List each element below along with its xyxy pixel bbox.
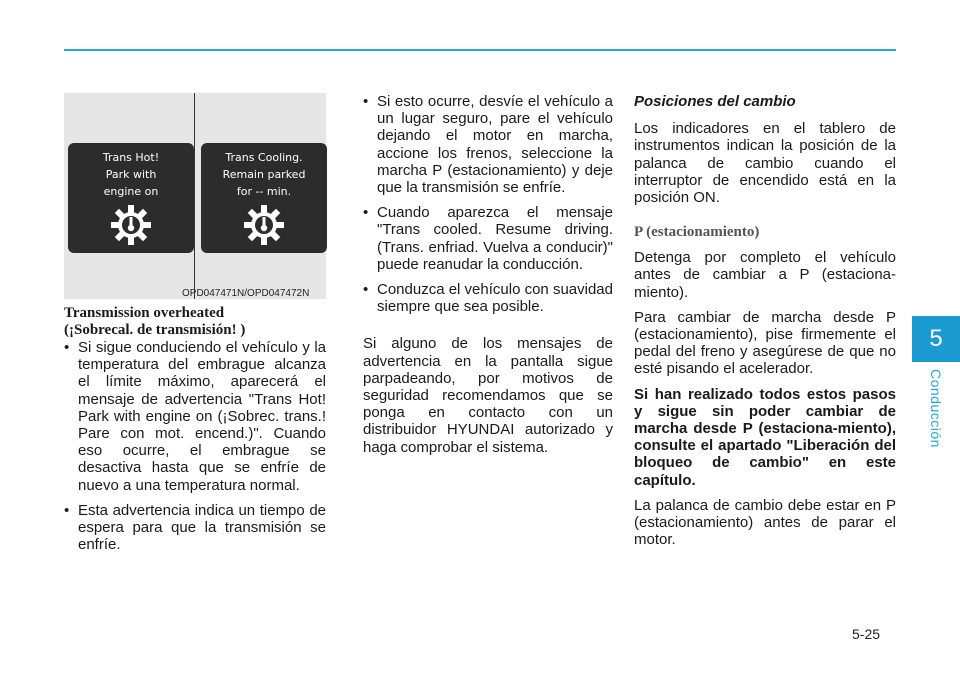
chapter-tab — [912, 316, 960, 362]
paragraph: La palanca de cambio debe estar en P (estacionamiento) antes de parar el motor. — [634, 496, 896, 549]
heading-line-2: (¡Sobrecal. de transmisión! ) — [64, 322, 246, 338]
panel-line: for -- min. — [236, 185, 292, 198]
figure-divider — [194, 93, 195, 299]
transmission-temperature-icon — [242, 203, 286, 247]
panel-line: engine on — [103, 185, 159, 198]
panel-line: Trans Hot! — [102, 151, 160, 164]
intro-paragraph: Los indicadores en el tablero de instrumentos indican la posición de la palanca de cambio cuando el interruptor de encendido está en la posición ON. — [634, 120, 896, 207]
column-1 — [64, 93, 326, 561]
bold-paragraph: Si han realizado todos estos pasos y sigue sin poder cambiar de marcha desde P (estaciona-miento), consulte el apartado "Liberación del bloqueo de cambio" en este capítulo. — [634, 385, 896, 489]
transmission-temperature-icon — [109, 203, 153, 247]
list-item: • Esta advertencia indica un tiempo de espera para que la transmisión se enfríe. — [64, 502, 326, 554]
page-number: 5-25 — [852, 626, 881, 642]
top-rule — [64, 49, 896, 51]
panel-line: Remain parked — [222, 168, 306, 181]
bullet-list — [363, 93, 613, 315]
panel-line: Park with — [105, 168, 157, 181]
subsection-heading: P (estacionamiento) — [634, 224, 760, 241]
warning-figure — [64, 93, 326, 299]
list-item: • Cuando aparezca el mensaje "Trans cooled. Resume driving. (Trans. enfriad. Vuelva a conducir)" puede reanudar la conducción. — [363, 204, 613, 273]
trans-cooling-display — [201, 143, 327, 253]
figure-caption: OPD047471N/OPD047472N — [182, 288, 310, 299]
bullet-list — [64, 339, 326, 553]
column-2 — [363, 93, 613, 464]
list-item: • Conduzca el vehículo con suavidad siempre que sea posible. — [363, 281, 613, 315]
paragraph: Para cambiar de marcha desde P (estacionamiento), pise firmemente el pedal del freno y asegúrese de que no esté pisando el acelerador. — [634, 308, 896, 378]
panel-line: Trans Cooling. — [225, 151, 303, 164]
paragraph: Detenga por completo el vehículo antes de cambiar a P (estaciona-miento). — [634, 249, 896, 301]
advice-paragraph: Si alguno de los mensajes de advertencia en la pantalla sigue parpadeando, por motivos de seguridad recomendamos que se ponga en contacto con un distribuidor HYUNDAI autorizado y haga comprobar el sistema. — [363, 335, 613, 456]
list-item: • Si esto ocurre, desvíe el vehículo a un lugar seguro, pare el vehículo dejando el motor en marcha, accione los frenos, seleccione la marcha P (estacionamiento) y deje que la transmisión se enfríe. — [363, 93, 613, 196]
heading-line-1: Transmission overheated — [64, 305, 225, 321]
chapter-number: 5 — [929, 325, 943, 352]
column-3 — [634, 93, 896, 556]
trans-hot-display — [68, 143, 194, 253]
list-item: • Si sigue conduciendo el vehículo y la temperatura del embrague alcanza el límite máximo, aparecerá el mensaje de advertencia "Trans Hot! Park with engine on (¡Sobrec. trans.! Pare con mot. encend.)". Cuando eso ocurre, el embrague se desactiva hasta que se enfríe de nuevo a una temperatura normal. — [64, 339, 326, 494]
chapter-name: Conducción — [928, 368, 944, 448]
section-heading: Posiciones del cambio — [634, 93, 796, 110]
section-heading — [64, 305, 326, 339]
